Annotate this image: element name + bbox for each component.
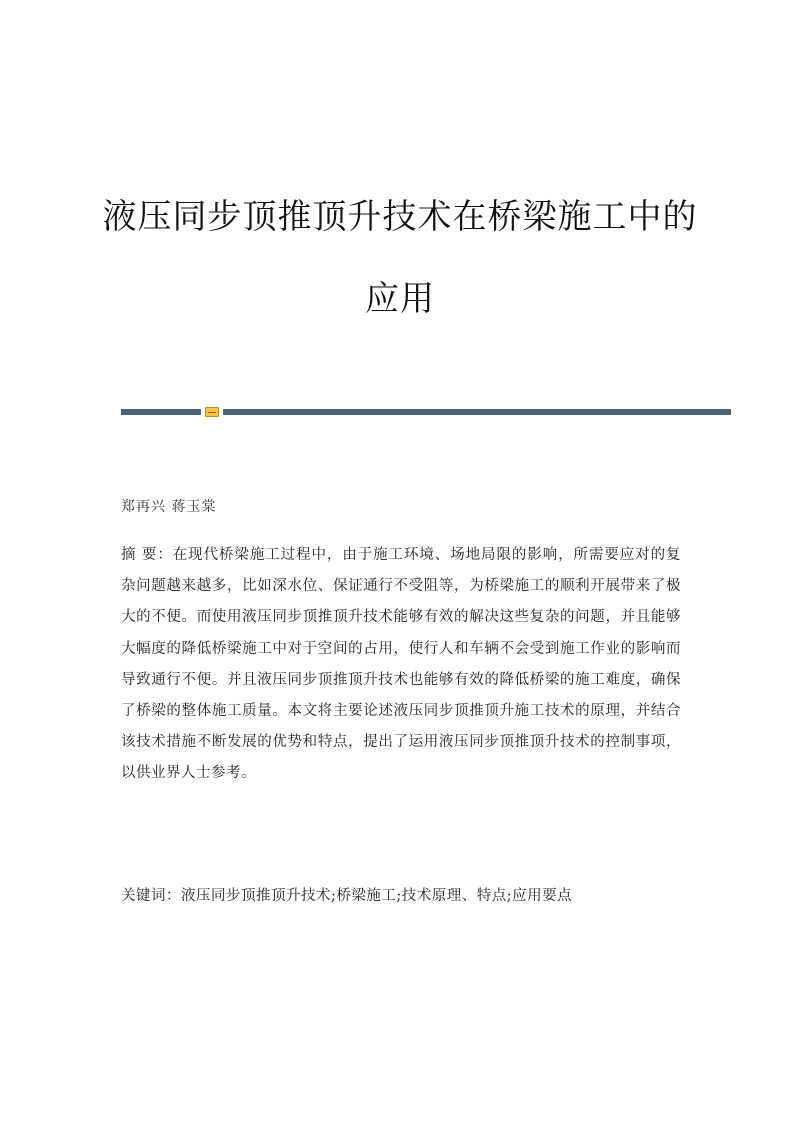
divider-left-segment [121, 409, 201, 415]
title-divider [121, 408, 731, 416]
authors: 郑再兴 蒋玉棠 [121, 499, 217, 515]
abstract-text: 在现代桥梁施工过程中，由于施工环境、场地局限的影响，所需要应对的复杂问题越来越多，比如深水位、保证通行不受阻等，为桥梁施工的顺利开展带来了极大的不便。而使用液压同步顶推顶升技术能够有效的解决这些复杂的问题，并且能够大幅度的降低桥梁施工中对于空间的占用，使行人和车辆不会受到施工作业的影响而导致通行不便。并且液压同步顶推顶升技术也能够有效的降低桥梁的施工难度，确保了桥梁的整体施工质量。本文将主要论述液压同步顶推顶升施工技术的原理，并结合该技术措施不断发展的优势和特点，提出了运用液压同步顶推顶升技术的控制事项，以供业界人士参考。 [121, 547, 681, 782]
page-title-line-1: 液压同步顶推顶升技术在桥梁施工中的 [102, 197, 698, 237]
keywords [121, 884, 681, 905]
page-title-line-2: 应用 [365, 279, 435, 319]
keywords-label: 关键词： [121, 888, 181, 904]
document-badge-icon [205, 407, 219, 417]
abstract [121, 540, 681, 790]
abstract-label: 摘 要： [121, 547, 173, 563]
divider-right-segment [223, 409, 731, 415]
keywords-text: 液压同步顶推顶升技术;桥梁施工;技术原理、特点;应用要点 [181, 888, 573, 904]
